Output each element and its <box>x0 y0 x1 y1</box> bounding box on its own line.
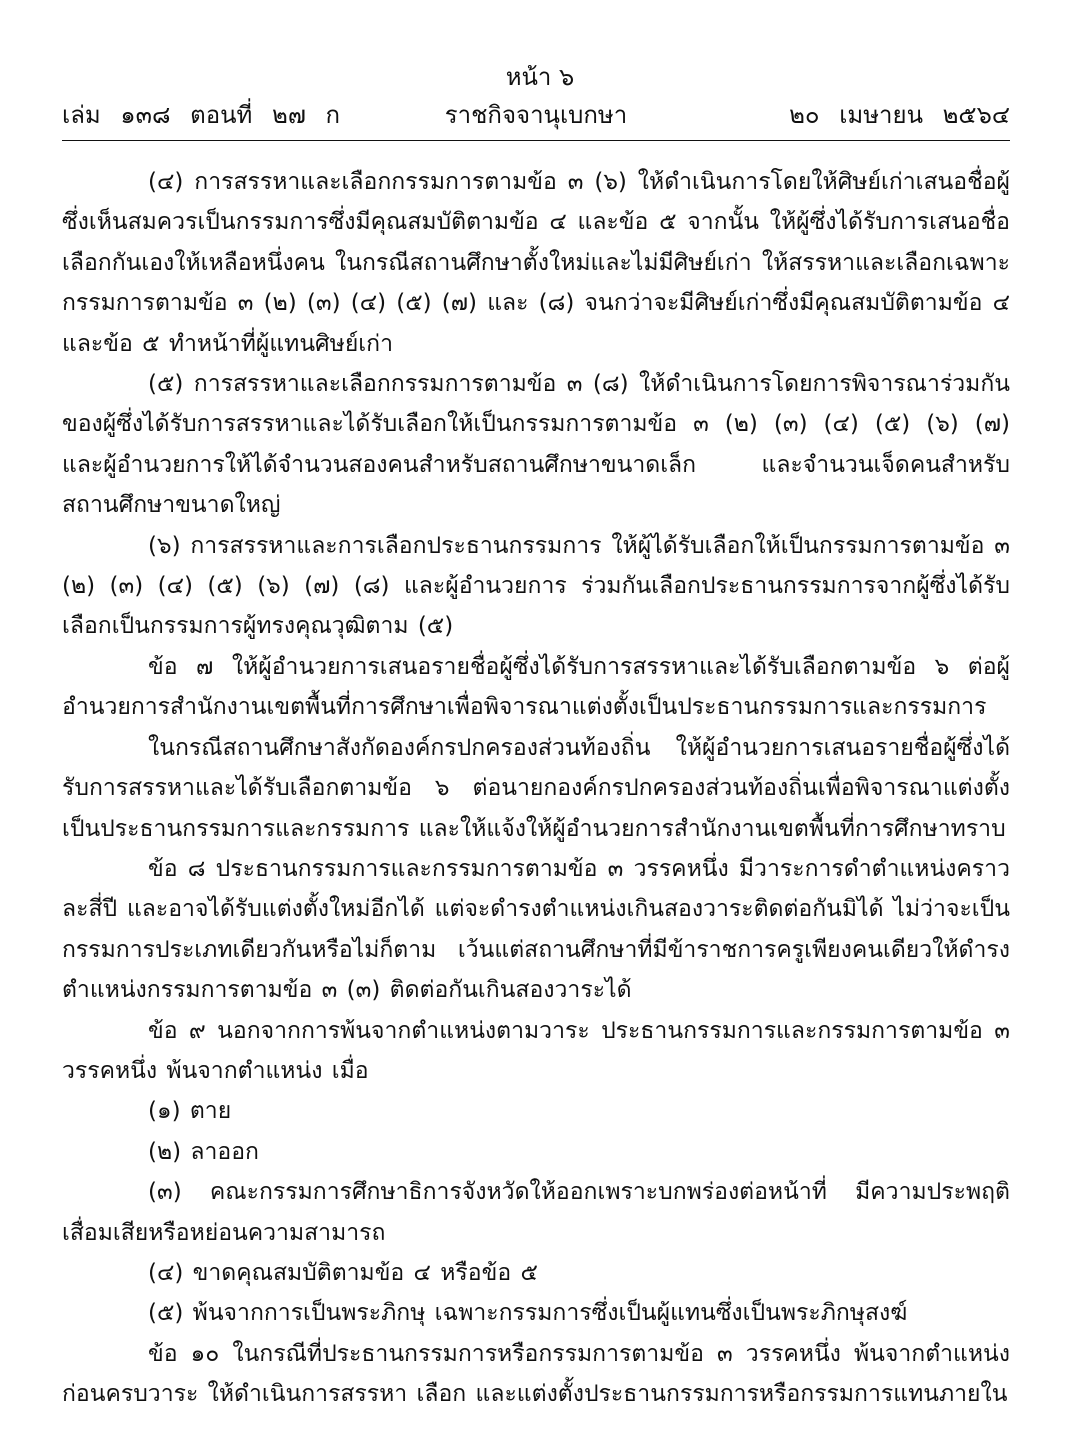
paragraph: (๕) การสรรหาและเลือกกรรมการตามข้อ ๓ (๘) ให้ดำเนินการโดยการพิจารณาร่วมกันของผู้ซึ่งได้รับการสรรหาและได้รับเลือกให้เป็นกรรมการตามข้อ ๓ (๒) (๓) (๔) (๕) (๖) (๗) และผู้อำนวยการให้ได้จำนวนสองคนสำหรับสถานศึกษาขนาดเล็ก และจำนวนเจ็ดคนสำหรับสถานศึกษาขนาดใหญ่ <box>62 371 1010 519</box>
list-item: (๑) ตาย <box>148 1098 232 1125</box>
running-header <box>62 100 1010 132</box>
volume-issue: เล่ม ๑๓๘ ตอนที่ ๒๗ ก <box>62 101 341 129</box>
document-body <box>62 162 1010 1415</box>
page-number: หน้า ๖ <box>505 63 575 91</box>
header-divider <box>62 140 1010 141</box>
list-item: (๔) ขาดคุณสมบัติตามข้อ ๔ หรือข้อ ๕ <box>148 1259 538 1286</box>
paragraph: ข้อ ๗ ให้ผู้อำนวยการเสนอรายชื่อผู้ซึ่งได้รับการสรรหาและได้รับเลือกตามข้อ ๖ ต่อผู้อำนวยการสำนักงานเขตพื้นที่การศึกษาเพื่อพิจารณาแต่งตั้งเป็นประธานกรรมการและกรรมการ <box>62 653 1010 721</box>
paragraph: ข้อ ๑๐ ในกรณีที่ประธานกรรมการหรือกรรมการตามข้อ ๓ วรรคหนึ่ง พ้นจากตำแหน่งก่อนครบวาระ ให้ดำเนินการสรรหา เลือก และแต่งตั้งประธานกรรมการหรือกรรมการแทนภายใน <box>62 1340 1010 1408</box>
list-item: (๓) คณะกรรมการศึกษาธิการจังหวัดให้ออกเพราะบกพร่องต่อหน้าที่ มีความประพฤติเสื่อมเสียหรือหย่อนความสามารถ <box>62 1179 1010 1246</box>
publication-title: ราชกิจจานุเบกษา <box>444 101 628 129</box>
list-item: (๒) ลาออก <box>148 1138 259 1165</box>
paragraph: (๔) การสรรหาและเลือกกรรมการตามข้อ ๓ (๖) ให้ดำเนินการโดยให้ศิษย์เก่าเสนอชื่อผู้ซึ่งเห็นสมควรเป็นกรรมการซึ่งมีคุณสมบัติตามข้อ ๔ และข้อ ๕ จากนั้น ให้ผู้ซึ่งได้รับการเสนอชื่อเลือกกันเองให้เหลือหนึ่งคน ในกรณีสถานศึกษาตั้งใหม่และไม่มีศิษย์เก่า ให้สรรหาและเลือกเฉพาะกรรมการตามข้อ ๓ (๒) (๓) (๔) (๕) (๗) และ (๘) จนกว่าจะมีศิษย์เก่าซึ่งมีคุณสมบัติตามข้อ ๔ และข้อ ๕ ทำหน้าที่ผู้แทนศิษย์เก่า <box>62 169 1010 357</box>
publication-date: ๒๐ เมษายน ๒๕๖๔ <box>789 101 1010 129</box>
paragraph: (๖) การสรรหาและการเลือกประธานกรรมการ ให้ผู้ได้รับเลือกให้เป็นกรรมการตามข้อ ๓ (๒) (๓) (๔) (๕) (๖) (๗) (๘) และผู้อำนวยการ ร่วมกันเลือกประธานกรรมการจากผู้ซึ่งได้รับเลือกเป็นกรรมการผู้ทรงคุณวุฒิตาม (๕) <box>62 532 1010 640</box>
paragraph: ข้อ ๙ นอกจากการพ้นจากตำแหน่งตามวาระ ประธานกรรมการและกรรมการตามข้อ ๓ วรรคหนึ่ง พ้นจากตำแหน่ง เมื่อ <box>62 1017 1010 1084</box>
paragraph: ในกรณีสถานศึกษาสังกัดองค์กรปกครองส่วนท้องถิ่น ให้ผู้อำนวยการเสนอรายชื่อผู้ซึ่งได้รับการสรรหาและได้รับเลือกตามข้อ ๖ ต่อนายกองค์กรปกครองส่วนท้องถิ่นเพื่อพิจารณาแต่งตั้งเป็นประธานกรรมการและกรรมการ และให้แจ้งให้ผู้อำนวยการสำนักงานเขตพื้นที่การศึกษาทราบ <box>62 734 1010 842</box>
list-item: (๕) พ้นจากการเป็นพระภิกษุ เฉพาะกรรมการซึ่งเป็นผู้แทนซึ่งเป็นพระภิกษุสงฆ์ <box>148 1300 908 1327</box>
paragraph: ข้อ ๘ ประธานกรรมการและกรรมการตามข้อ ๓ วรรคหนึ่ง มีวาระการดำตำแหน่งคราวละสี่ปี และอาจได้รับแต่งตั้งใหม่อีกได้ แต่จะดำรงตำแหน่งเกินสองวาระติดต่อกันมิได้ ไม่ว่าจะเป็นกรรมการประเภทเดียวกันหรือไม่ก็ตาม เว้นแต่สถานศึกษาที่มีข้าราชการครูเพียงคนเดียวให้ดำรงตำแหน่งกรรมการตามข้อ ๓ (๓) ติดต่อกันเกินสองวาระได้ <box>62 855 1010 1004</box>
